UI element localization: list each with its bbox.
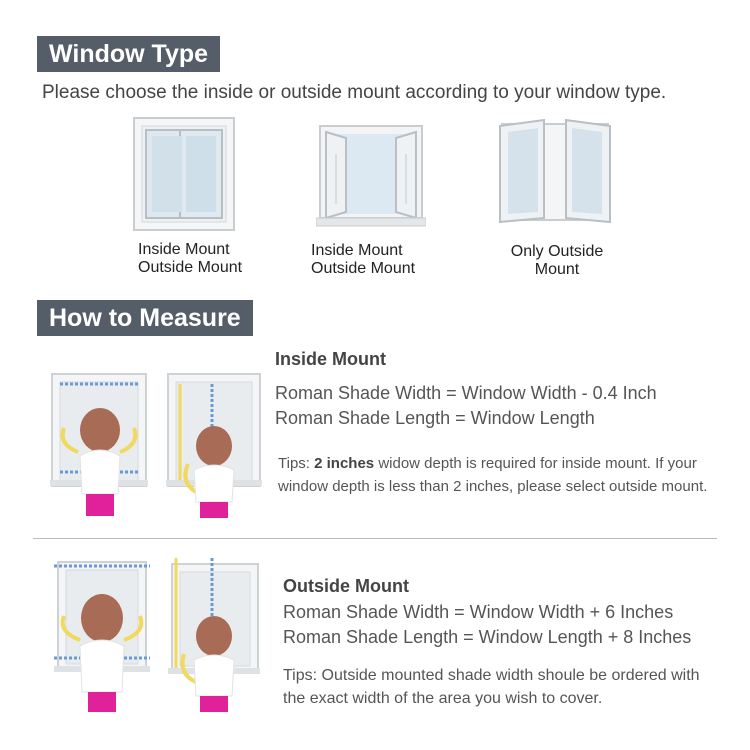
outside-mount-width-formula: Roman Shade Width = Window Width + 6 Inches xyxy=(283,602,674,622)
sliding-window-icon xyxy=(132,116,236,232)
window-1-caption-line1: Inside Mount xyxy=(138,241,230,258)
inside-mount-width-formula: Roman Shade Width = Window Width - 0.4 Inch xyxy=(275,383,657,403)
inside-mount-tips xyxy=(278,452,723,498)
inside-mount-width-illustration xyxy=(50,372,150,520)
outside-mount-length-illustration xyxy=(166,556,262,716)
outside-mount-length-formula: Roman Shade Length = Window Length + 8 Inches xyxy=(283,627,692,647)
window-type-banner: Window Type xyxy=(37,36,220,72)
inside-tips-bold: 2 inches xyxy=(314,455,375,472)
casement-window-icon xyxy=(316,124,426,228)
window-2-caption xyxy=(311,242,415,278)
window-1-caption xyxy=(138,241,242,277)
inside-tips-rest: widow depth is required for inside mount. If your window depth is less than 2 inches, please select outside mount. xyxy=(278,455,708,495)
outside-mount-width-illustration xyxy=(52,556,152,716)
window-2-caption-line2: Outside Mount xyxy=(311,260,416,277)
window-3-caption xyxy=(498,243,616,279)
window-1-caption-line2: Outside Mount xyxy=(138,259,243,276)
window-2-caption-line1: Inside Mount xyxy=(311,242,403,259)
inside-mount-length-illustration xyxy=(166,372,262,520)
outside-mount-tips: Tips: Outside mounted shade width shoule be ordered with the exact width of the area you wish to cover. xyxy=(283,667,700,707)
inside-mount-length-formula: Roman Shade Length = Window Length xyxy=(275,408,595,428)
inside-tips-prefix: Tips: xyxy=(278,455,315,472)
inside-mount-heading: Inside Mount xyxy=(275,349,386,369)
window-type-subtitle: Please choose the inside or outside mount according to your window type. xyxy=(42,82,667,103)
window-3-caption-line2: Mount xyxy=(534,261,580,278)
outward-window-icon xyxy=(496,118,614,226)
window-3-caption-line1: Only Outside xyxy=(510,243,604,260)
how-to-measure-banner: How to Measure xyxy=(37,300,253,336)
outside-mount-heading: Outside Mount xyxy=(283,576,409,596)
section-divider xyxy=(33,538,717,539)
